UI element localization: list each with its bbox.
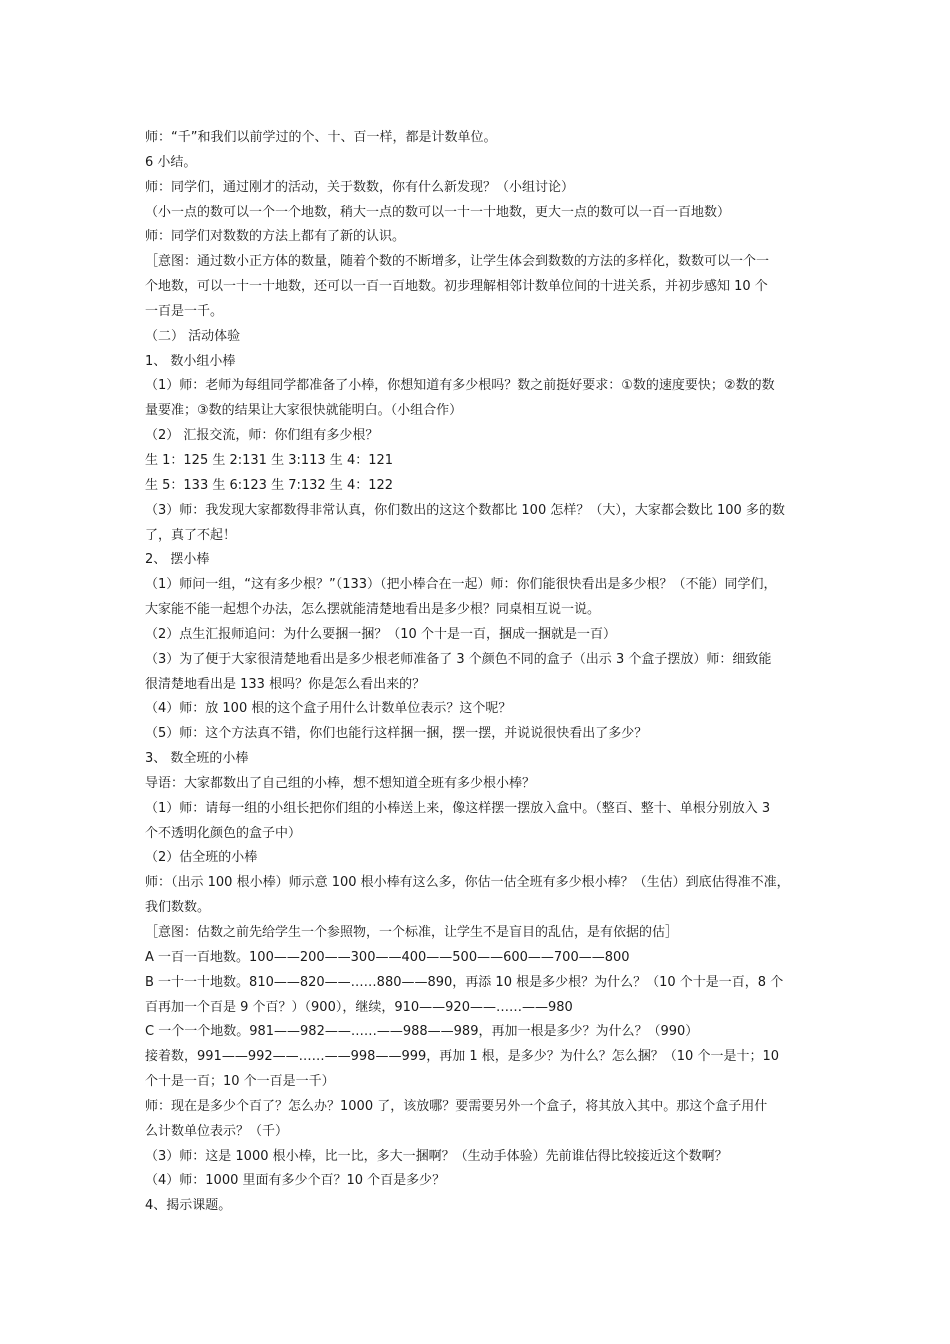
text-line: 个地数，可以一十一十地数，还可以一百一百地数。初步理解相邻计数单位间的十进关系，并初步感知 10 个 (145, 279, 768, 295)
section-heading: 3、 数全班的小棒 (145, 751, 249, 767)
text-line: （1）师：老师为每组同学都准备了小棒，你想知道有多少根吗？数之前挺好要求：①数的速度要快；②数的数 (145, 378, 775, 394)
text-line: （小一点的数可以一个一个地数，稍大一点的数可以一十一十地数，更大一点的数可以一百一百地数） (145, 204, 731, 220)
text-line: （3）师：这是 1000 根小棒，比一比，多大一捆啊？（生动手体验）先前谁估得比较接近这个数啊？ (145, 1148, 728, 1164)
text-line: （4）师：1000 里面有多少个百？10 个百是多少？ (145, 1173, 446, 1189)
section-heading: （二） 活动体验 (145, 328, 241, 344)
text-line: （2） 汇报交流，师：你们组有多少根？ (145, 428, 379, 444)
text-line: A 一百一百地数。100——200——300——400——500——600——700——800 (145, 949, 630, 965)
document-body (145, 126, 825, 1219)
text-line: 么计数单位表示？（千） (145, 1123, 289, 1139)
text-line: 生 1：125 生 2:131 生 3:113 生 4：121 (145, 452, 394, 468)
text-line: （3）为了便于大家很清楚地看出是多少根老师准备了 3 个颜色不同的盒子（出示 3 个盒子摆放）师：细致能 (145, 651, 772, 667)
text-line: ［意图：通过数小正方体的数量，随着个数的不断增多，让学生体会到数数的方法的多样化，数数可以一个一 (145, 254, 770, 270)
text-line: 一百是一千。 (145, 303, 224, 319)
section-heading: 4、揭示课题。 (145, 1198, 232, 1214)
text-line: （1）师：请每一组的小组长把你们组的小棒送上来，像这样摆一摆放入盒中。（整百、整十、单根分别放入 3 (145, 800, 771, 816)
text-line: 个十是一百；10 个一百是一千） (145, 1074, 335, 1090)
text-line: 师：同学们，通过刚才的活动，关于数数，你有什么新发现？（小组讨论） (145, 179, 575, 195)
text-line: 接着数，991——992——……——998——999，再加 1 根，是多少？为什么？怎么捆？（10 个一是十；10 (145, 1049, 780, 1065)
text-line: （3）师：我发现大家都数得非常认真，你们数出的这这个数都比 100 怎样？（大），大家都会数比 100 多的数 (145, 502, 785, 518)
text-line: 个不透明化颜色的盒子中） (145, 825, 302, 841)
text-line: 量要准；③数的结果让大家很快就能明白。（小组合作） (145, 403, 463, 419)
text-line: 我们数数。 (145, 900, 211, 916)
text-line: （5）师：这个方法真不错，你们也能行这样捆一捆，摆一摆，并说说很快看出了多少？ (145, 726, 648, 742)
text-line: 生 5：133 生 6:123 生 7:132 生 4：122 (145, 477, 394, 493)
section-heading: 6 小结。 (145, 154, 197, 170)
text-line: 了，真了不起！ (145, 527, 237, 543)
section-heading: 1、 数小组小棒 (145, 353, 236, 369)
text-line: B 一十一十地数。810——820——……880——890，再添 10 根是多少根？为什么？（10 个十是一百，8 个 (145, 974, 784, 990)
text-line: 很清楚地看出是 133 根吗？你是怎么看出来的？ (145, 676, 426, 692)
text-line: 大家能不能一起想个办法，怎么摆就能清楚地看出是多少根？同桌相互说一说。 (145, 602, 601, 618)
text-line: 师：同学们对数数的方法上都有了新的认识。 (145, 229, 406, 245)
text-line: 导语：大家都数出了自己组的小棒，想不想知道全班有多少根小棒？ (145, 775, 536, 791)
section-heading: 2、 摆小棒 (145, 552, 210, 568)
text-line: 师：（出示 100 根小棒）师示意 100 根小棒有这么多，你估一估全班有多少根小棒？（生估）到底估得准不准， (145, 875, 790, 891)
text-line: （2）估全班的小棒 (145, 850, 258, 866)
text-line: 师：“千”和我们以前学过的个、十、百一样，都是计数单位。 (145, 130, 497, 145)
text-line: 百再加一个百是 9 个百？）（900），继续，910——920——……——980 (145, 999, 573, 1015)
text-line: C 一个一个地数。981——982——……——988——989，再加一根是多少？为什么？（990） (145, 1024, 699, 1040)
text-line: ［意图：估数之前先给学生一个参照物，一个标准，让学生不是盲目的乱估，是有依据的估］ (145, 925, 679, 940)
text-line: （1）师问一组，“这有多少根？”（133）（把小棒合在一起）师：你们能很快看出是多少根？（不能）同学们， (145, 577, 777, 593)
text-line: （4）师：放 100 根的这个盒子用什么计数单位表示？这个呢？ (145, 701, 512, 717)
text-line: （2）点生汇报师追问：为什么要捆一捆？（10 个十是一百，捆成一捆就是一百） (145, 626, 616, 642)
text-line: 师：现在是多少个百了？怎么办？1000 了，该放哪？要需要另外一个盒子，将其放入其中。那这个盒子用什 (145, 1098, 768, 1114)
